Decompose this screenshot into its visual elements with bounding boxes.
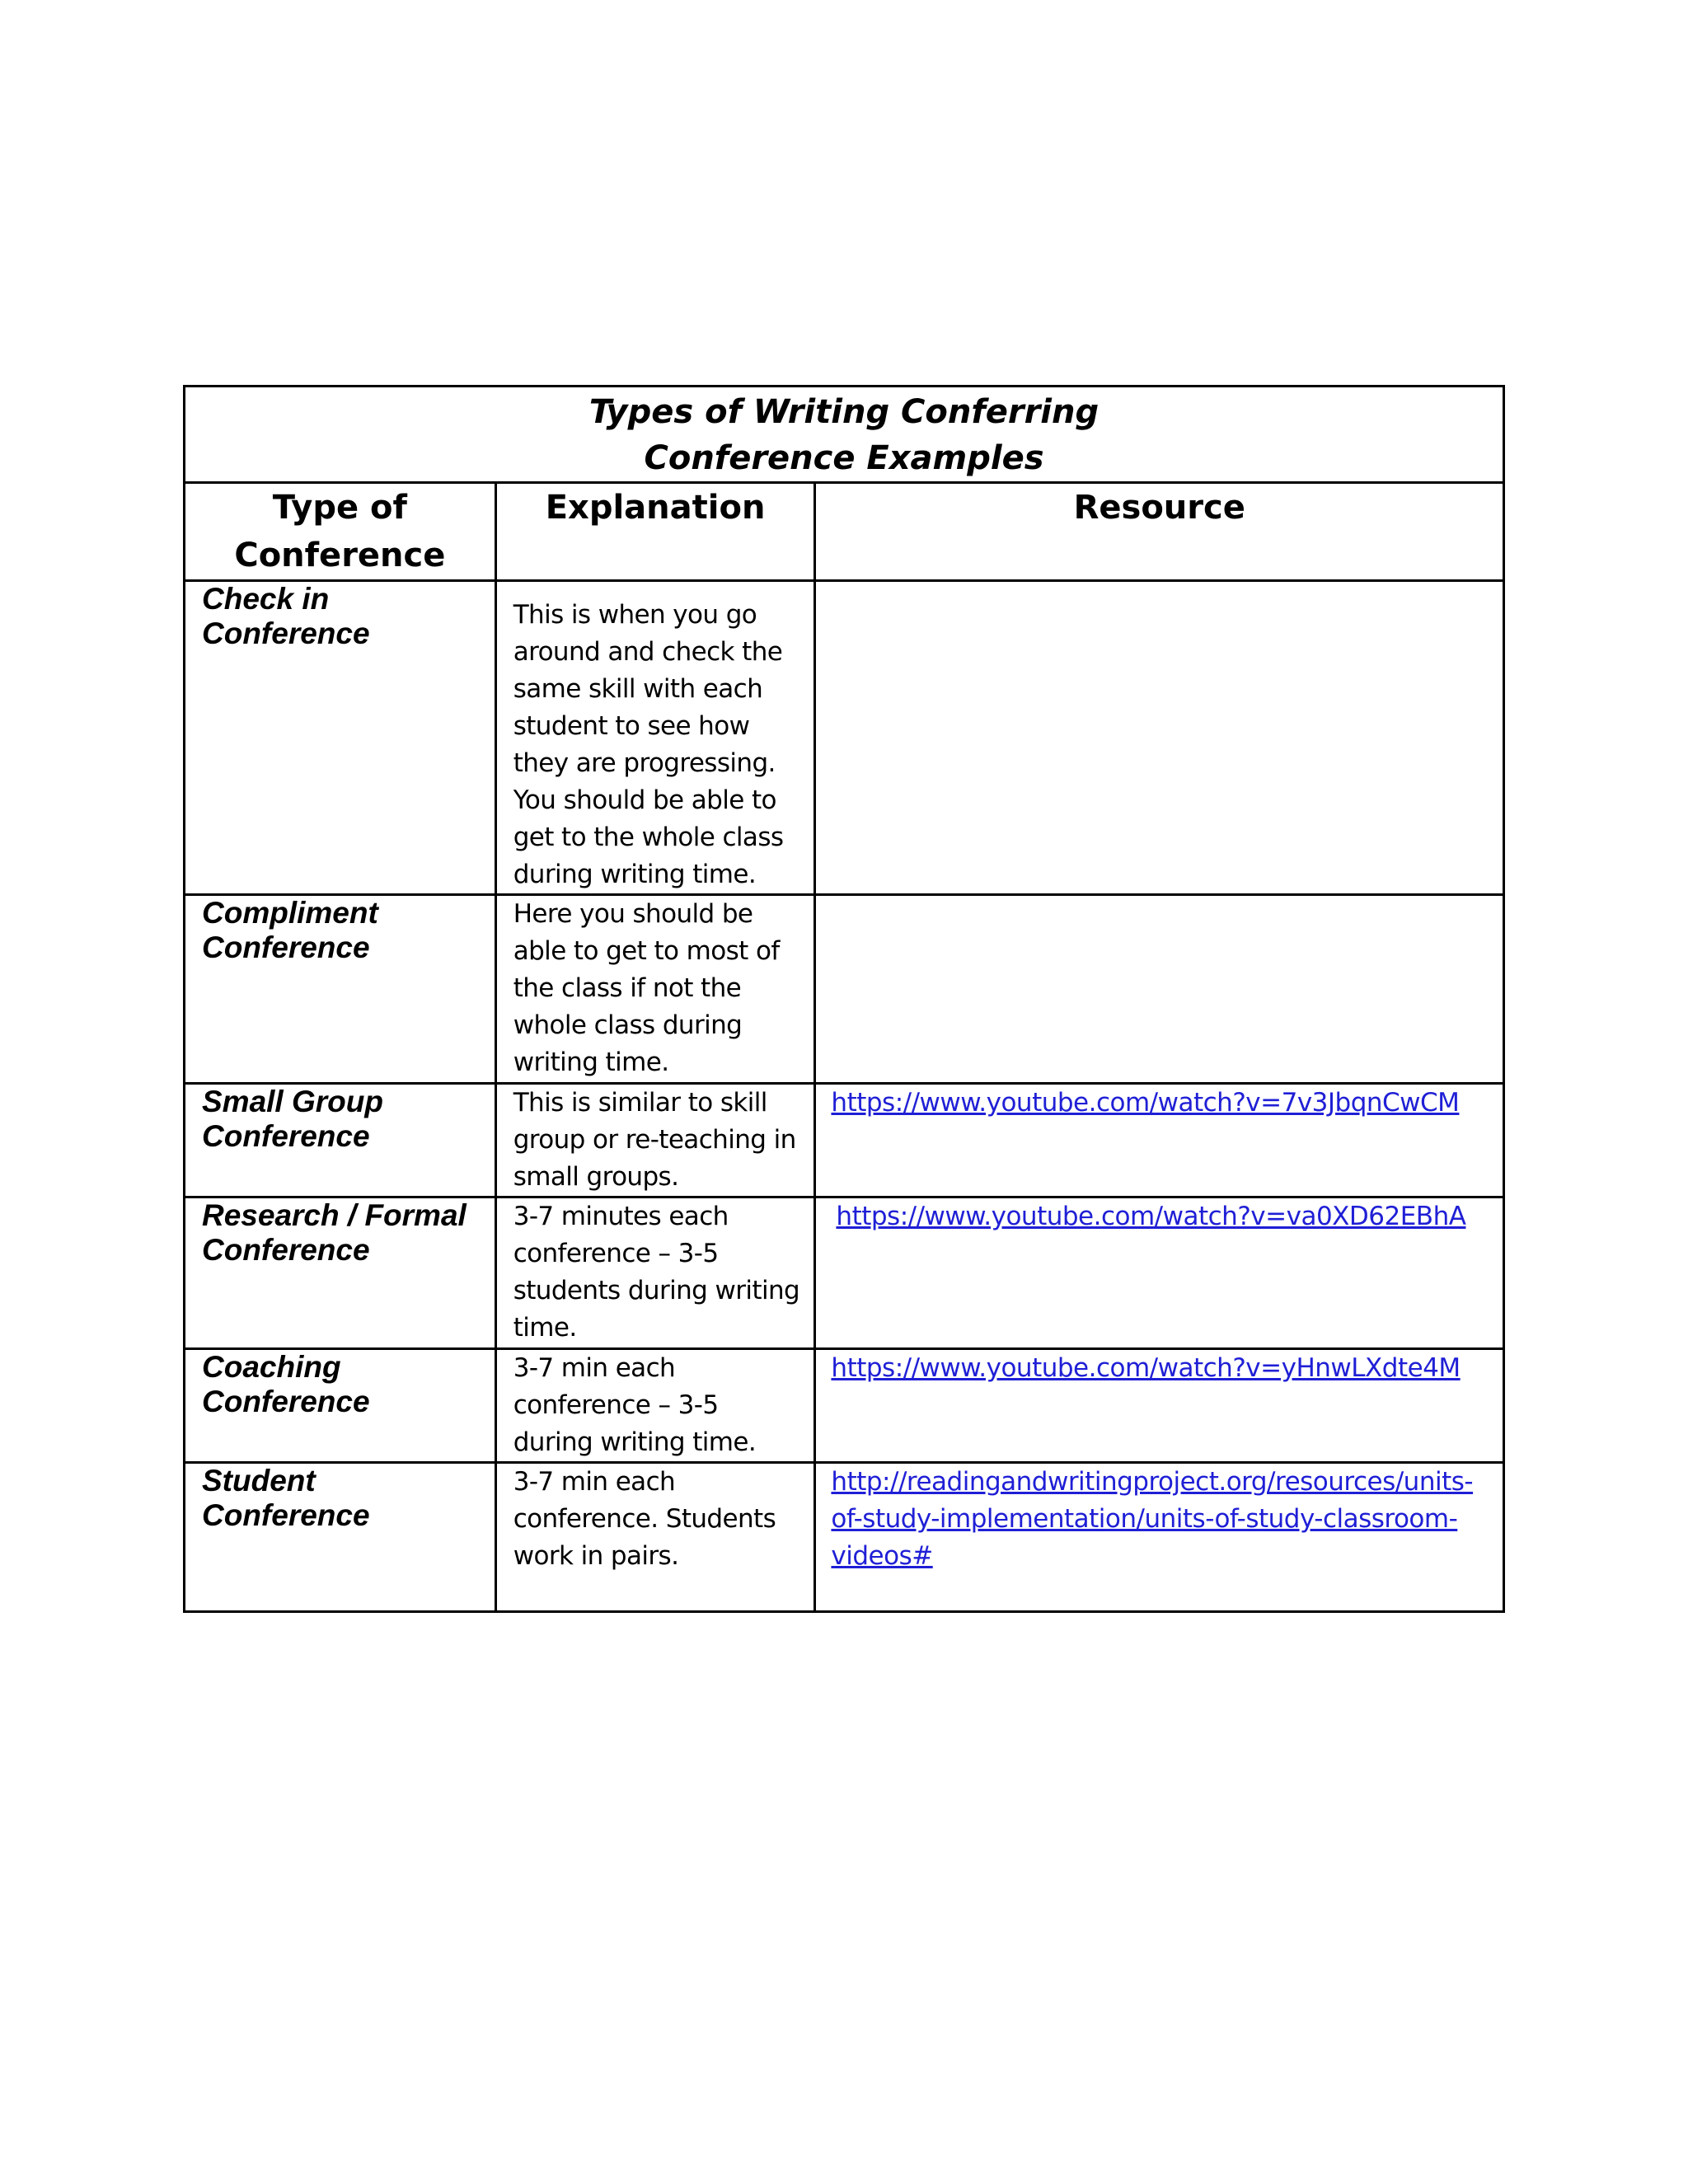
explanation-line: 3-7 minutes each [513,1202,729,1231]
table-row [185,895,1504,1084]
title-row [185,387,1504,483]
explanation-line: This is similar to skill [513,1088,767,1118]
explanation-cell [495,1349,815,1463]
title-line-1: Types of Writing Conferring [588,393,1100,431]
explanation-line: This is when you go [513,600,757,630]
title-line-2: Conference Examples [644,439,1044,477]
type-line: Compliment [202,896,378,930]
type-line: Conference [202,1385,370,1418]
explanation-line: 3-7 min each [513,1353,676,1383]
header-resource [815,483,1504,581]
type-line: Coaching [202,1350,341,1384]
explanation-cell [495,581,815,895]
explanation-cell [495,1197,815,1349]
header-row [185,483,1504,581]
resource-cell [815,1463,1504,1612]
type-cell [185,581,496,895]
explanation-cell [495,1084,815,1197]
table-row [185,1349,1504,1463]
header-explanation-label: Explanation [545,489,766,527]
conferring-table [183,385,1505,1613]
table-row [185,1463,1504,1612]
explanation-line: student to see how [513,711,750,741]
explanation-line: around and check the [513,637,783,667]
type-line: Student [202,1464,316,1497]
table-row [185,1197,1504,1349]
table-row [185,1084,1504,1197]
explanation-line: You should be able to [513,785,776,815]
explanation-line: 3-7 min each [513,1467,676,1497]
resource-link[interactable]: https://www.youtube.com/watch?v=va0XD62EBhA [836,1202,1466,1231]
type-line: Conference [202,1233,370,1267]
resource-link[interactable]: videos# [831,1541,933,1571]
header-type [185,483,496,581]
resource-cell [815,581,1504,895]
explanation-line: small groups. [513,1162,679,1192]
header-type-line-1: Type of [272,489,407,527]
header-explanation [495,483,815,581]
type-line: Check in [202,582,330,616]
type-line: Conference [202,1119,370,1153]
table-row [185,581,1504,895]
type-cell [185,1197,496,1349]
explanation-line: time. [513,1313,577,1343]
type-line: Research / Formal [202,1198,467,1232]
explanation-line: the class if not the [513,973,742,1003]
explanation-cell [495,895,815,1084]
explanation-line: conference. Students [513,1504,776,1534]
type-cell [185,895,496,1084]
type-cell [185,1349,496,1463]
explanation-cell [495,1463,815,1612]
resource-link[interactable]: https://www.youtube.com/watch?v=7v3JbqnCwCM [831,1088,1460,1118]
resource-cell [815,1349,1504,1463]
explanation-line: students during writing [513,1276,800,1305]
explanation-line: during writing time. [513,1427,757,1457]
explanation-line: conference – 3-5 [513,1390,719,1420]
explanation-line: group or re-teaching in [513,1125,796,1155]
type-cell [185,1463,496,1612]
resource-link[interactable]: http://readingandwritingproject.org/resources/units- [831,1467,1474,1497]
explanation-line: get to the whole class [513,823,784,852]
explanation-line: conference – 3-5 [513,1239,719,1268]
explanation-line: able to get to most of [513,936,780,966]
explanation-line: Here you should be [513,899,753,929]
explanation-line: whole class during [513,1010,743,1040]
resource-cell [815,1084,1504,1197]
resource-cell [815,895,1504,1084]
resource-cell [815,1197,1504,1349]
header-type-line-2: Conference [234,537,446,574]
header-resource-label: Resource [1073,489,1245,527]
resource-link[interactable]: https://www.youtube.com/watch?v=yHnwLXdte4M [831,1353,1461,1383]
type-line: Conference [202,1498,370,1532]
type-line: Small Group [202,1085,383,1118]
explanation-line: same skill with each [513,674,763,704]
type-cell [185,1084,496,1197]
type-line: Conference [202,930,370,964]
explanation-line: work in pairs. [513,1541,679,1571]
resource-link[interactable]: of-study-implementation/units-of-study-classroom- [831,1504,1458,1534]
type-line: Conference [202,616,370,650]
explanation-line: they are progressing. [513,748,776,778]
explanation-line: during writing time. [513,860,757,889]
explanation-line: writing time. [513,1047,669,1077]
table-title [185,387,1504,483]
